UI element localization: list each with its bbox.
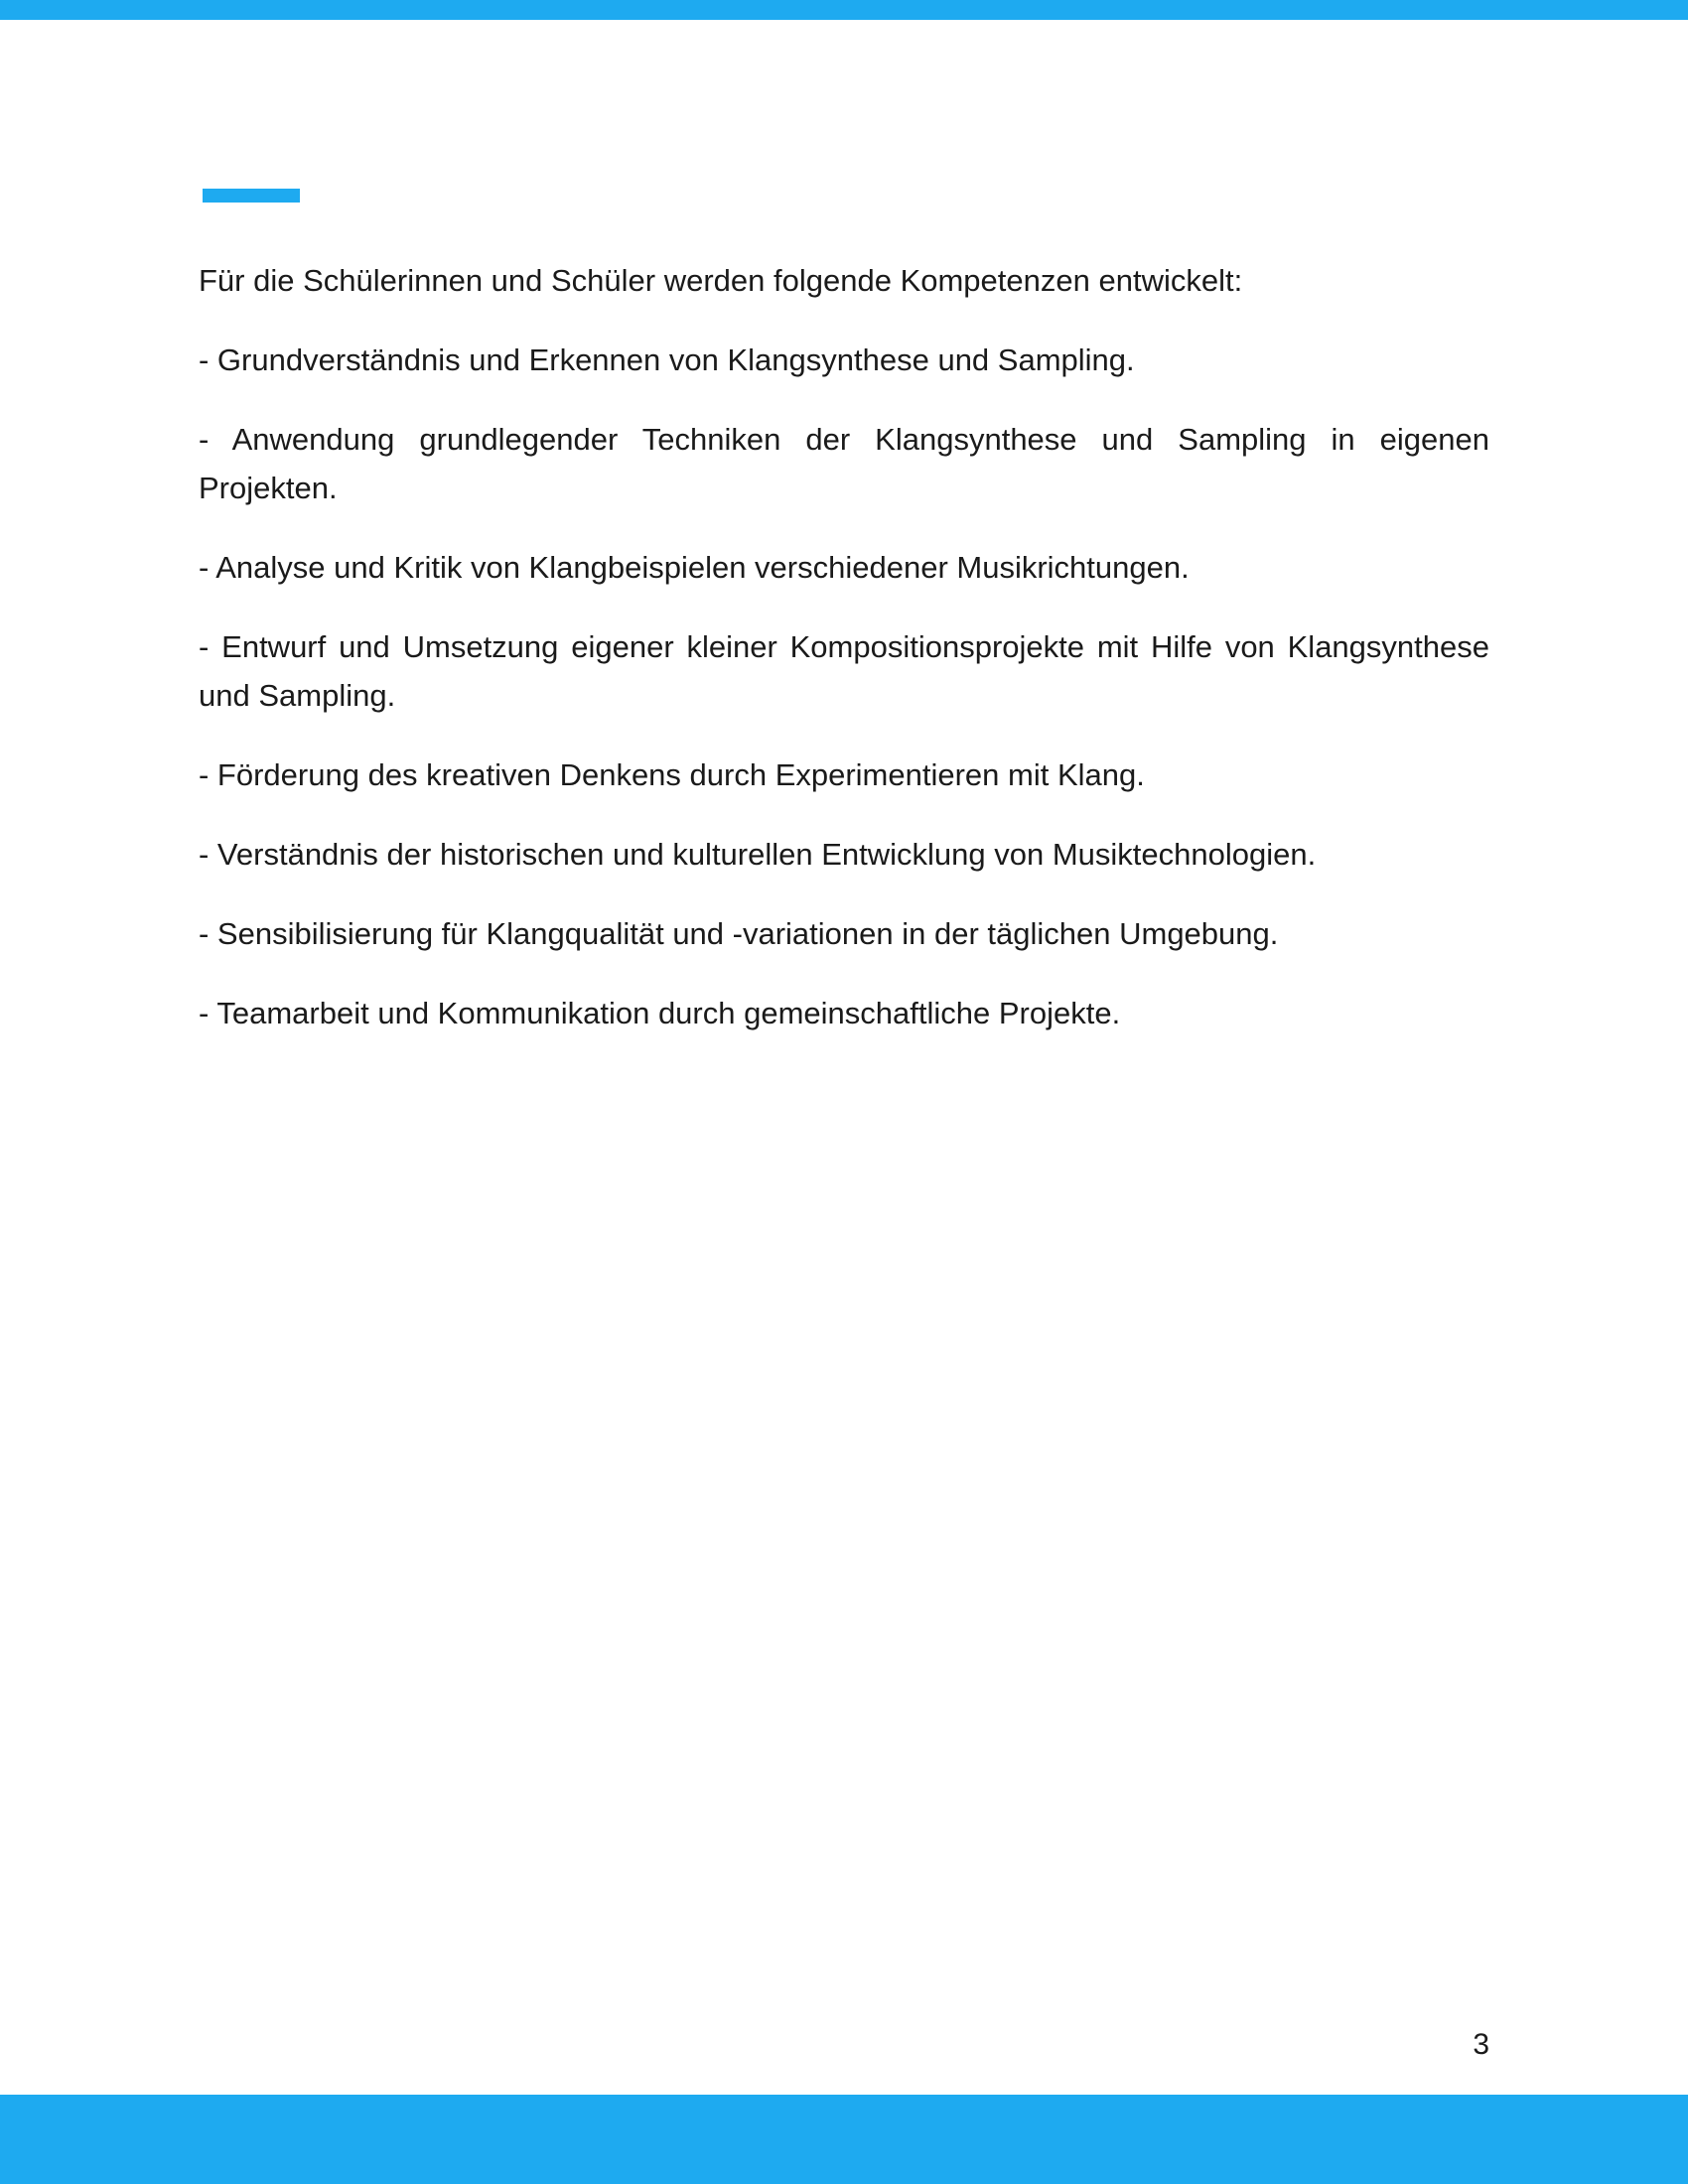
page-number: 3 [1473, 2028, 1489, 2061]
competency-item: - Grundverständnis und Erkennen von Klangsynthese und Sampling. [199, 342, 1135, 377]
competency-item: - Sensibilisierung für Klangqualität und -variationen in der täglichen Umgebung. [199, 916, 1279, 951]
competency-item: - Analyse und Kritik von Klangbeispielen verschiedener Musikrichtungen. [199, 550, 1190, 585]
intro-paragraph: Für die Schülerinnen und Schüler werden folgende Kompetenzen entwickelt: [199, 263, 1243, 298]
bottom-accent-bar [0, 2095, 1688, 2184]
competency-item: - Förderung des kreativen Denkens durch Experimentieren mit Klang. [199, 757, 1145, 792]
competency-item: - Teamarbeit und Kommunikation durch gemeinschaftliche Projekte. [199, 996, 1121, 1030]
competency-item: - Anwendung grundlegender Techniken der Klangsynthese und Sampling in eigenen Projekten. [199, 422, 1489, 505]
document-body [199, 256, 1489, 1068]
competency-item: - Verständnis der historischen und kulturellen Entwicklung von Musiktechnologien. [199, 837, 1317, 872]
competency-item: - Entwurf und Umsetzung eigener kleiner Kompositionsprojekte mit Hilfe von Klangsynthese und Sampling. [199, 629, 1489, 713]
top-accent-bar [0, 0, 1688, 20]
section-accent-mark [203, 189, 300, 203]
